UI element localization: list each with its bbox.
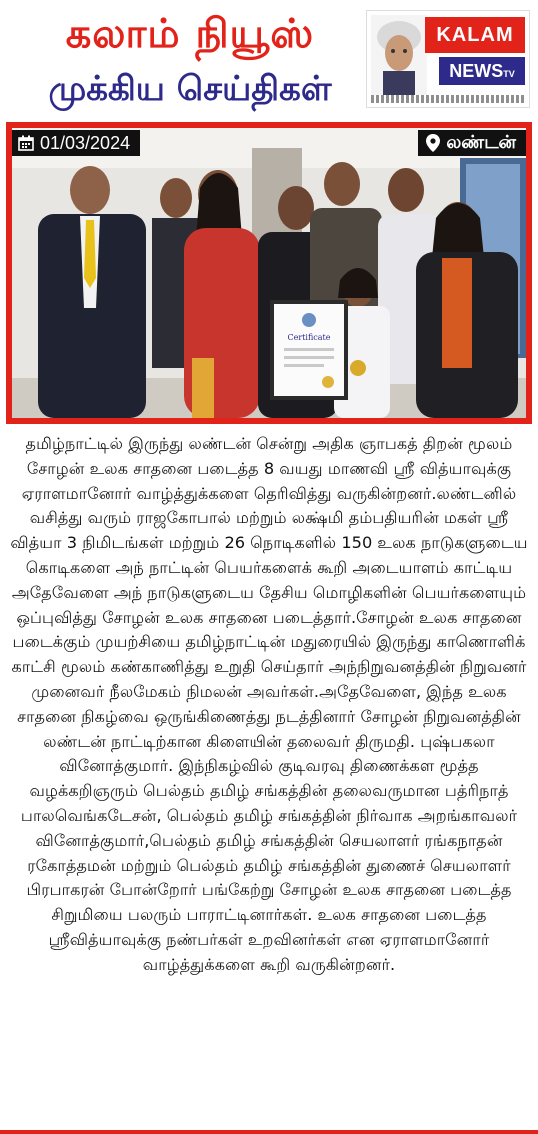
kalam-news-logo bbox=[366, 10, 530, 108]
news-header bbox=[0, 0, 538, 120]
news-photo bbox=[12, 128, 526, 418]
article-body: தமிழ்நாட்டில் இருந்து லண்டன் சென்று அதிக ஞாபகத் திறன் மூலம் சோழன் உலக சாதனை படைத்த 8 வயது மாணவி ஸ்ரீ வித்யாவுக்கு ஏராளமானோர் வாழ்த்துக்களை தெரிவித்து வருகின்றனர்.லண்டனில் வசித்து வரும் ராஜகோபால் மற்றும் லக்ஷ்மி தம்பதியரின் மகள் ஸ்ரீ வித்யா 3 நிமிடங்கள் மற்றும் 26 நொடிகளில் 150 உலக நாடுகளுடைய கொடிகளை அந் நாட்டின் பெயர்களைக் கூறி அடையாளம் காட்டிய அதேவேளை அந் நாடுகளுடைய தேசிய மொழிகளின் பெயர்களையும் ஒப்புவித்து சோழன் உலக சாதனை படைத்தார்.சோழன் உலக சாதனை படைக்கும் முயற்சியை தமிழ்நாட்டின் மதுரையில் இருந்து காணொளிக் காட்சி மூலம் கண்காணித்து உறுதி செய்தார் அந்நிறுவனத்தின் நிறுவனர் முனைவர் நீலமேகம் நிமலன் அவர்கள்.அதேவேளை, இந்த உலக சாதனை நிகழ்வை ஒருங்கிணைத்து நடத்தினார் சோழன் நிறுவனத்தின் லண்டன் நாட்டிற்கான கிளையின் தலைவர் திருமதி. புஷ்பகலா வினோத்குமார். இந்நிகழ்வில் குடிவரவு திணைக்கள மூத்த வழக்கறிஞரும் பெல்தம் தமிழ் சங்கத்தின் தலைவருமான பத்ரிநாத் பாலவெங்கடேசன், பெல்தம் தமிழ் சங்கத்தின் நிர்வாக அறங்காவலர் வினோத்குமார்,பெல்தம் தமிழ் சங்கத்தின் செயலாளர் ரங்கநாதன் ரகோத்தமன் மற்றும் பெல்தம் தமிழ் சங்கத்தின் துணைச் செயலாளர் பிரபாகரன் போன்றோர் பங்கேற்று சோழன் உலக சாதனை படைத்த சிறுமியை பலரும் பாராட்டினார்கள். உலக சாதனை படைத்த ஸ்ரீவித்யாவுக்கு நண்பர்கள் உறவினர்கள் என ஏராளமானோர் வாழ்த்துக்களை கூறி வருகின்றனர். bbox=[10, 434, 528, 974]
date-tag bbox=[12, 130, 140, 156]
news-photo-frame bbox=[6, 122, 532, 424]
logo-brand-bottom bbox=[439, 57, 525, 85]
portrait-logo-icon bbox=[371, 15, 427, 95]
logo-brand-bottom-text: NEWS bbox=[449, 61, 504, 81]
section-subtitle: முக்கிய செய்திகள் bbox=[48, 69, 332, 109]
logo-brand-suffix: TV bbox=[503, 69, 515, 79]
certificate-text: Certificate bbox=[287, 333, 331, 342]
calendar-icon bbox=[18, 135, 34, 151]
channel-title: கலாம் நியூஸ் bbox=[65, 11, 315, 57]
news-date: 01/03/2024 bbox=[40, 133, 131, 153]
logo-brand-top: KALAM bbox=[425, 17, 525, 53]
bottom-divider bbox=[0, 1130, 538, 1134]
group-photo-illustration bbox=[12, 128, 526, 418]
logo-tagline-strip bbox=[371, 95, 525, 103]
location-pin-icon bbox=[426, 134, 440, 152]
location-tag bbox=[418, 130, 526, 156]
news-location: லண்டன் bbox=[446, 132, 516, 153]
